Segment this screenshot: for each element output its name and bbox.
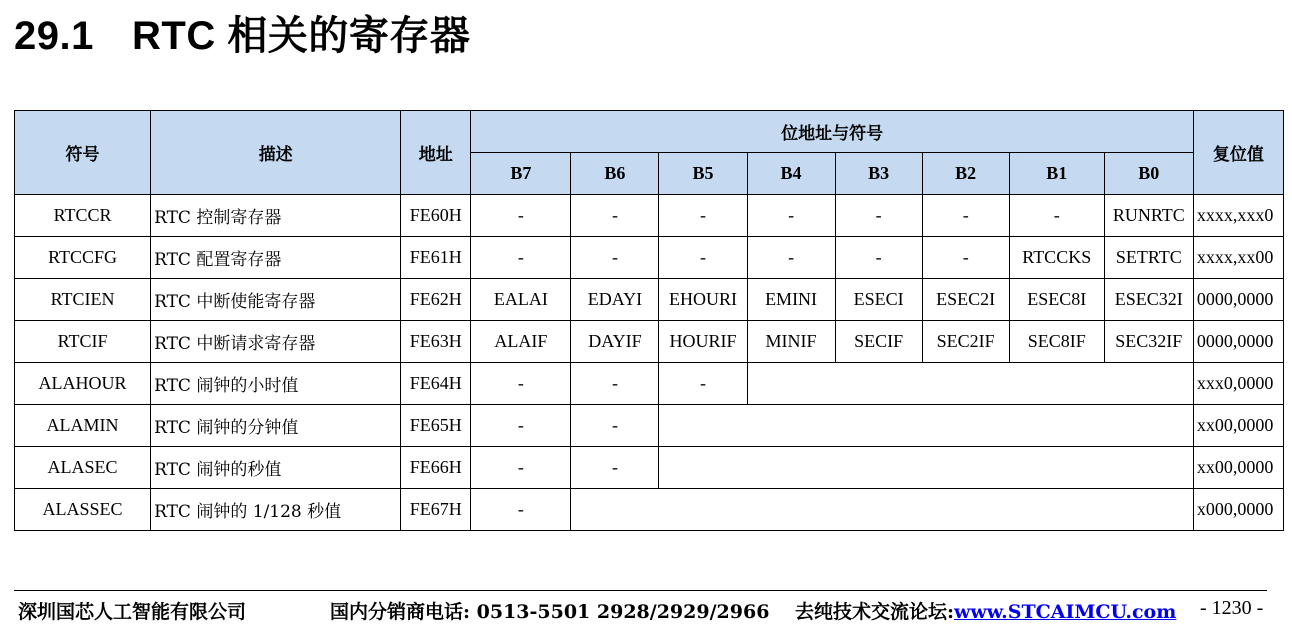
cell-symbol: RTCCR <box>15 195 151 237</box>
header-row-1 <box>15 111 1284 153</box>
register-table <box>14 110 1284 531</box>
cell-reset: xxx0,0000 <box>1193 363 1283 405</box>
cell-bit: ESEC2I <box>922 279 1009 321</box>
cell-bit-field <box>571 489 1193 531</box>
cell-address: FE64H <box>401 363 471 405</box>
cell-bit: - <box>471 447 571 489</box>
table-row <box>15 195 1284 237</box>
header-bits-group: 位地址与符号 <box>471 111 1194 153</box>
forum-link[interactable]: www.STCAIMCU.com <box>954 601 1177 623</box>
cell-description: RTC 配置寄存器 <box>151 237 401 279</box>
cell-description: RTC 中断请求寄存器 <box>151 321 401 363</box>
cell-bit: - <box>659 195 747 237</box>
cell-description: RTC 闹钟的小时值 <box>151 363 401 405</box>
cell-bit: ESEC8I <box>1009 279 1104 321</box>
cell-description: RTC 中断使能寄存器 <box>151 279 401 321</box>
cell-symbol: RTCIEN <box>15 279 151 321</box>
cell-address: FE62H <box>401 279 471 321</box>
cell-bit: - <box>571 363 659 405</box>
footer-forum-label: 去纯技术交流论坛: <box>795 601 955 623</box>
header-bit-b1: B1 <box>1009 153 1104 195</box>
cell-address: FE63H <box>401 321 471 363</box>
header-bit-b3: B3 <box>835 153 922 195</box>
footer-divider <box>14 590 1267 591</box>
cell-bit: HOURIF <box>659 321 747 363</box>
cell-symbol: RTCIF <box>15 321 151 363</box>
cell-bit: - <box>471 237 571 279</box>
header-bit-b2: B2 <box>922 153 1009 195</box>
cell-bit: - <box>571 447 659 489</box>
header-description: 描述 <box>151 111 401 195</box>
cell-bit: ESEC32I <box>1104 279 1193 321</box>
cell-symbol: ALAMIN <box>15 405 151 447</box>
header-bit-b5: B5 <box>659 153 747 195</box>
cell-bit: - <box>571 405 659 447</box>
cell-bit: - <box>922 195 1009 237</box>
cell-bit: - <box>922 237 1009 279</box>
cell-bit: - <box>471 489 571 531</box>
cell-bit: - <box>471 363 571 405</box>
cell-bit: - <box>471 405 571 447</box>
cell-bit: - <box>835 195 922 237</box>
table-row <box>15 489 1284 531</box>
cell-bit: - <box>571 195 659 237</box>
cell-bit: - <box>471 195 571 237</box>
table-row <box>15 405 1284 447</box>
header-reset: 复位值 <box>1193 111 1283 195</box>
cell-bit: - <box>659 363 747 405</box>
table-row <box>15 279 1284 321</box>
footer-phone: 国内分销商电话: 0513-5501 2928/2929/2966 <box>330 601 770 623</box>
cell-bit: RTCCKS <box>1009 237 1104 279</box>
cell-bit: EALAI <box>471 279 571 321</box>
cell-symbol: ALASEC <box>15 447 151 489</box>
cell-bit-field <box>659 447 1193 489</box>
cell-reset: xxxx,xx00 <box>1193 237 1283 279</box>
cell-reset: 0000,0000 <box>1193 279 1283 321</box>
cell-address: FE61H <box>401 237 471 279</box>
cell-bit: SECIF <box>835 321 922 363</box>
section-title <box>14 4 470 61</box>
cell-description: RTC 控制寄存器 <box>151 195 401 237</box>
table-row <box>15 447 1284 489</box>
cell-address: FE65H <box>401 405 471 447</box>
cell-bit: - <box>571 237 659 279</box>
cell-bit: EHOURI <box>659 279 747 321</box>
cell-bit: EMINI <box>747 279 835 321</box>
cell-bit: SEC2IF <box>922 321 1009 363</box>
cell-symbol: RTCCFG <box>15 237 151 279</box>
cell-bit-field <box>747 363 1193 405</box>
header-bit-b0: B0 <box>1104 153 1193 195</box>
cell-bit: - <box>835 237 922 279</box>
cell-bit-field <box>659 405 1193 447</box>
table-row <box>15 237 1284 279</box>
header-address: 地址 <box>401 111 471 195</box>
cell-reset: xxxx,xxx0 <box>1193 195 1283 237</box>
cell-reset: xx00,0000 <box>1193 447 1283 489</box>
cell-address: FE66H <box>401 447 471 489</box>
cell-bit: EDAYI <box>571 279 659 321</box>
cell-description: RTC 闹钟的 1/128 秒值 <box>151 489 401 531</box>
section-title-text: RTC 相关的寄存器 <box>132 14 471 58</box>
section-number: 29.1 <box>14 14 94 58</box>
cell-bit: SEC8IF <box>1009 321 1104 363</box>
cell-bit: RUNRTC <box>1104 195 1193 237</box>
cell-bit: SEC32IF <box>1104 321 1193 363</box>
cell-bit: SETRTC <box>1104 237 1193 279</box>
table-row <box>15 363 1284 405</box>
cell-symbol: ALASSEC <box>15 489 151 531</box>
page-number: - 1230 - <box>1200 597 1264 619</box>
table-row <box>15 321 1284 363</box>
header-bit-b6: B6 <box>571 153 659 195</box>
cell-description: RTC 闹钟的秒值 <box>151 447 401 489</box>
cell-reset: xx00,0000 <box>1193 405 1283 447</box>
cell-bit: - <box>1009 195 1104 237</box>
cell-address: FE60H <box>401 195 471 237</box>
cell-bit: - <box>747 237 835 279</box>
cell-reset: 0000,0000 <box>1193 321 1283 363</box>
header-bit-b7: B7 <box>471 153 571 195</box>
cell-address: FE67H <box>401 489 471 531</box>
cell-bit: ESECI <box>835 279 922 321</box>
cell-bit: - <box>747 195 835 237</box>
cell-bit: - <box>659 237 747 279</box>
cell-bit: ALAIF <box>471 321 571 363</box>
footer-company: 深圳国芯人工智能有限公司 <box>18 601 247 623</box>
header-symbol: 符号 <box>15 111 151 195</box>
cell-description: RTC 闹钟的分钟值 <box>151 405 401 447</box>
cell-bit: DAYIF <box>571 321 659 363</box>
cell-reset: x000,0000 <box>1193 489 1283 531</box>
header-bit-b4: B4 <box>747 153 835 195</box>
cell-bit: MINIF <box>747 321 835 363</box>
footer-forum <box>795 597 1176 624</box>
cell-symbol: ALAHOUR <box>15 363 151 405</box>
